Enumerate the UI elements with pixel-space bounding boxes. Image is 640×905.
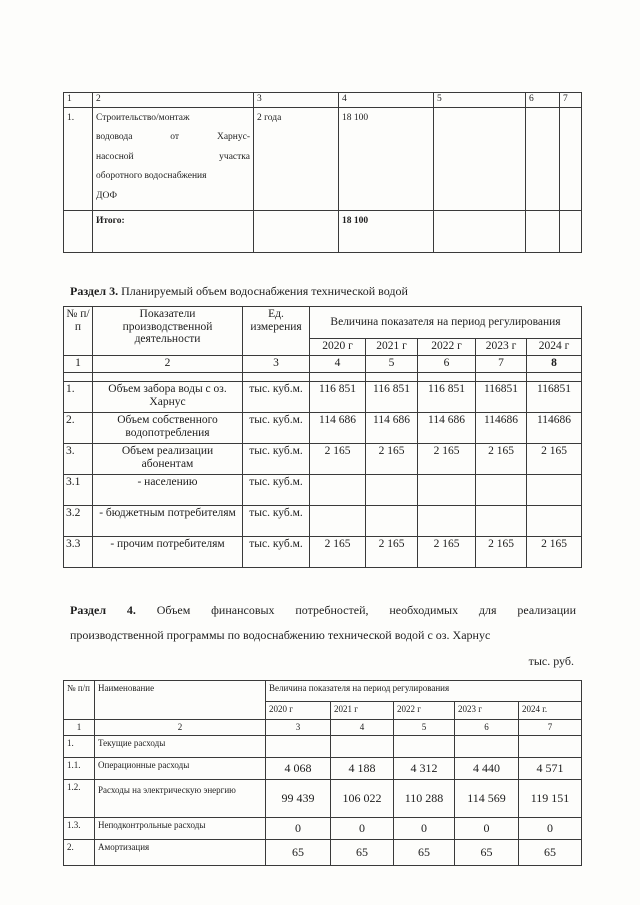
header-num: № п/п	[64, 307, 93, 356]
header-name: Наименование	[95, 681, 266, 720]
col-num: 1	[64, 93, 93, 108]
column-number-row: 1 2 3 4 5 6 7 8	[64, 356, 582, 373]
name-line: Строительство/монтаж	[96, 113, 190, 123]
row-name	[93, 108, 254, 211]
table-row: 2. Амортизация 65 65 65 65 65	[64, 840, 582, 866]
section3-title: Раздел 3. Планируемый объем водоснабжения технической водой	[70, 284, 408, 298]
header-value: Величина показателя на период регулирования	[310, 307, 582, 339]
header-value: Величина показателя на период регулирования	[266, 681, 582, 702]
water-volume-table	[63, 306, 582, 568]
col-num: 4	[339, 93, 434, 108]
year-header: 2023 г	[455, 702, 519, 720]
name-line: оборотного водоснабжения	[96, 171, 207, 182]
col-num: 6	[526, 93, 560, 108]
year-header: 2021 г	[331, 702, 394, 720]
column-number-row	[64, 93, 582, 108]
row-number: 1.	[64, 108, 93, 211]
col-num: 7	[560, 93, 582, 108]
name-line: водовода от Харнус-	[96, 132, 250, 143]
table-row: 3.1 - населению тыс. куб.м.	[64, 475, 582, 506]
term: 2 года	[254, 108, 339, 211]
table-row: 1.1. Операционные расходы 4 068 4 188 4 312 4 440 4 571	[64, 758, 582, 780]
year-header: 2021 г	[366, 339, 418, 356]
table-row: 3. Объем реализации абонентам тыс. куб.м. 2 165 2 165 2 165 2 165 2 165	[64, 444, 582, 475]
investment-table	[63, 92, 582, 253]
year-header: 2022 г	[418, 339, 476, 356]
table-row: 1. Объем забора воды с оз. Харнус тыс. куб.м. 116 851 116 851 116 851 116851 116851	[64, 382, 582, 413]
year-header: 2022 г	[394, 702, 455, 720]
finance-table	[63, 680, 582, 866]
col-num: 3	[254, 93, 339, 108]
table-row: 1.3. Неподконтрольные расходы 0 0 0 0 0	[64, 818, 582, 840]
table-row	[64, 108, 582, 211]
col-num: 2	[93, 93, 254, 108]
column-number-row: 1 2 3 4 5 6 7	[64, 720, 582, 736]
name-line: ДОФ	[96, 190, 117, 201]
header-unit: Ед. измерения	[243, 307, 310, 356]
year-header: 2024 г.	[519, 702, 582, 720]
table-row: 3.2 - бюджетным потребителям тыс. куб.м.	[64, 506, 582, 537]
table-row: 1. Текущие расходы	[64, 736, 582, 758]
value: 18 100	[339, 108, 434, 211]
header-indicator: Показатели производственной деятельности	[93, 307, 243, 356]
col-num: 5	[434, 93, 526, 108]
unit-label: тыс. руб.	[528, 654, 574, 668]
header-num: № п/п	[64, 681, 95, 720]
section4-title: Раздел 4. Объем финансовых потребностей, необходимых для реализации	[70, 603, 576, 617]
year-header: 2020 г	[310, 339, 366, 356]
total-label: Итого:	[93, 211, 254, 253]
total-value: 18 100	[339, 211, 434, 253]
table-row: 2. Объем собственного водопотребления тыс. куб.м. 114 686 114 686 114 686 114686 114686	[64, 413, 582, 444]
total-row	[64, 211, 582, 253]
table-row: 1.2. Расходы на электрическую энергию 99 439 106 022 110 288 114 569 119 151	[64, 780, 582, 818]
name-line: насосной участка	[96, 151, 250, 162]
table-row: 3.3 - прочим потребителям тыс. куб.м. 2 165 2 165 2 165 2 165 2 165	[64, 537, 582, 568]
year-header: 2024 г	[527, 339, 582, 356]
year-header: 2023 г	[476, 339, 527, 356]
year-header: 2020 г	[266, 702, 331, 720]
